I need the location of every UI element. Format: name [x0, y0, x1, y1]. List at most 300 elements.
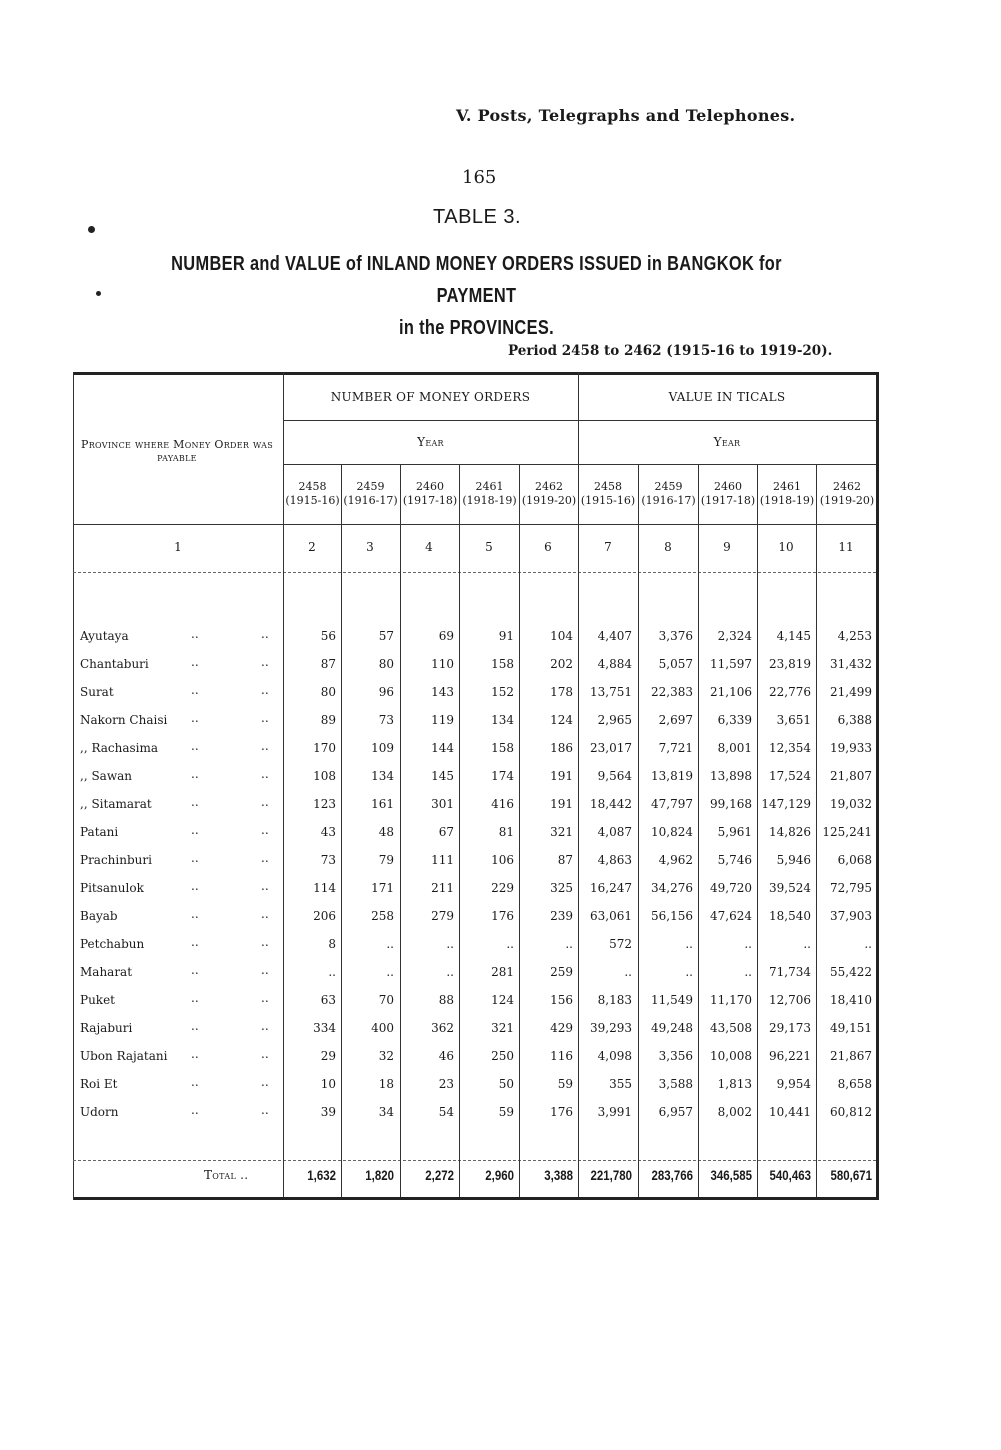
table-cell: 11,597 [710, 657, 752, 671]
table-cell: 124 [491, 993, 514, 1007]
table-cell: 124 [550, 713, 573, 727]
bullet-mark [88, 226, 95, 233]
table-cell: 96 [378, 685, 394, 699]
table-cell: 43 [320, 825, 336, 839]
page-number: 165 [462, 167, 497, 188]
leader-dots: .. [191, 1019, 199, 1033]
table-cell: 63 [320, 993, 336, 1007]
year-ad: (1919-20) [521, 494, 577, 507]
year-ad: (1918-19) [462, 494, 517, 507]
table-cell: 147,129 [761, 797, 811, 811]
leader-dots: .. [261, 879, 269, 893]
province-name: Rajaburi [80, 1021, 133, 1035]
province-name: Surat [80, 685, 114, 699]
table-cell: 80 [320, 685, 336, 699]
table-cell: 3,651 [776, 713, 811, 727]
leader-dots: .. [191, 683, 199, 697]
table-cell: 191 [550, 797, 573, 811]
table-cell: 9,954 [776, 1077, 811, 1091]
table-cell: 7,721 [658, 741, 693, 755]
table-cell: 4,253 [837, 629, 872, 643]
leader-dots: .. [191, 1075, 199, 1089]
table-cell: 72,795 [830, 881, 872, 895]
column-number: 3 [366, 540, 374, 554]
table-cell: 67 [438, 825, 454, 839]
year-be: 2460 [416, 480, 444, 493]
total-cell: 2,272 [425, 1168, 454, 1183]
table-cell: 10,008 [710, 1049, 752, 1063]
table-title-line-2: in the PROVINCES. [398, 317, 555, 339]
table-cell: 31,432 [830, 657, 872, 671]
table-cell: 429 [550, 1021, 573, 1035]
table-cell: 19,032 [830, 797, 872, 811]
province-name: Bayab [80, 909, 118, 923]
table-cell: 10,441 [769, 1105, 811, 1119]
table-cell: 171 [371, 881, 394, 895]
table-title [146, 248, 806, 344]
table-cell: 176 [550, 1105, 573, 1119]
table-cell: 170 [313, 741, 336, 755]
province-name: Nakorn Chaisi [80, 713, 168, 727]
table-cell: 110 [431, 657, 454, 671]
table-cell: 16,247 [590, 881, 632, 895]
table-cell: 4,863 [597, 853, 632, 867]
year-ad: (1916-17) [343, 494, 398, 507]
year-header [400, 480, 460, 508]
table-cell: .. [803, 937, 811, 951]
section-title: V. Posts, Telegraphs and Telephones. [456, 106, 796, 125]
column-number: 8 [664, 540, 672, 554]
leader-dots: .. [191, 627, 199, 641]
leader-dots: .. [261, 991, 269, 1005]
total-row [73, 1166, 879, 1192]
table-cell: .. [744, 965, 752, 979]
column-number: 1 [174, 540, 182, 554]
table-cell: 70 [378, 993, 394, 1007]
table-row [73, 680, 879, 706]
table-cell: 13,751 [590, 685, 632, 699]
year-ad: (1917-18) [700, 494, 756, 507]
table-cell: 29,173 [769, 1021, 811, 1035]
table-cell: 109 [371, 741, 394, 755]
table-cell: 19,933 [830, 741, 872, 755]
table-cell: 88 [438, 993, 454, 1007]
leader-dots: .. [191, 1047, 199, 1061]
table-cell: .. [386, 937, 394, 951]
table-cell: 56,156 [651, 909, 693, 923]
table-cell: 18,410 [830, 993, 872, 1007]
table-cell: 23,819 [769, 657, 811, 671]
table-cell: 8,002 [717, 1105, 752, 1119]
table-cell: 47,624 [710, 909, 752, 923]
column-number: 2 [308, 540, 316, 554]
leader-dots: .. [261, 907, 269, 921]
table-cell: 114 [313, 881, 336, 895]
table-cell: 87 [557, 853, 573, 867]
table-cell: 229 [491, 881, 514, 895]
leader-dots: .. [261, 1047, 269, 1061]
total-cell: 540,463 [769, 1168, 811, 1183]
province-column-header: Province where Money Order was payable [81, 438, 273, 464]
table-cell: 186 [550, 741, 573, 755]
table-cell: 3,588 [658, 1077, 693, 1091]
table-row [73, 820, 879, 846]
table-cell: 29 [320, 1049, 336, 1063]
total-cell: 1,632 [307, 1168, 336, 1183]
table-cell: 321 [491, 1021, 514, 1035]
table-cell: 21,106 [710, 685, 752, 699]
table-cell: 89 [320, 713, 336, 727]
table-row [73, 960, 879, 986]
table-cell: 281 [491, 965, 514, 979]
leader-dots: .. [191, 935, 199, 949]
table-cell: 301 [431, 797, 454, 811]
table-cell: 116 [550, 1049, 573, 1063]
table-cell: 6,388 [837, 713, 872, 727]
year-be: 2462 [833, 480, 861, 493]
table-cell: 21,867 [830, 1049, 872, 1063]
table-cell: 174 [491, 769, 514, 783]
table-cell: 158 [491, 657, 514, 671]
province-name: Patani [80, 825, 119, 839]
leader-dots: .. [191, 767, 199, 781]
province-name: ,, Rachasima [80, 741, 159, 755]
table-cell: .. [328, 965, 336, 979]
leader-dots: .. [261, 739, 269, 753]
leader-dots: .. [191, 795, 199, 809]
table-cell: 4,087 [597, 825, 632, 839]
table-cell: 59 [557, 1077, 573, 1091]
table-cell: 39,524 [769, 881, 811, 895]
table-cell: 60,812 [830, 1105, 872, 1119]
table-cell: 325 [550, 881, 573, 895]
leader-dots: .. [191, 879, 199, 893]
table-cell: .. [386, 965, 394, 979]
table-cell: 123 [313, 797, 336, 811]
table-cell: 8,001 [717, 741, 752, 755]
total-cell: 283,766 [651, 1168, 693, 1183]
leader-dots: .. [191, 1103, 199, 1117]
year-ad: (1917-18) [402, 494, 458, 507]
table-cell: 3,356 [658, 1049, 693, 1063]
column-number: 9 [723, 540, 731, 554]
year-be: 2459 [356, 480, 385, 493]
table-cell: 416 [491, 797, 514, 811]
table-cell: 17,524 [769, 769, 811, 783]
table-cell: 32 [378, 1049, 394, 1063]
table-cell: 111 [431, 853, 454, 867]
table-cell: 55,422 [830, 965, 872, 979]
year-header [519, 480, 579, 508]
table-cell: 18 [378, 1077, 394, 1091]
year-label-value: Year [713, 435, 741, 449]
year-be: 2461 [475, 480, 504, 493]
table-cell: 12,354 [769, 741, 811, 755]
group-header-number: NUMBER OF MONEY ORDERS [330, 390, 531, 404]
rule-under-groups [283, 420, 876, 421]
table-cell: 134 [371, 769, 394, 783]
table-cell: 106 [491, 853, 514, 867]
table-cell: 4,145 [776, 629, 811, 643]
table-cell: .. [685, 965, 693, 979]
table-cell: 321 [550, 825, 573, 839]
table-cell: 2,965 [597, 713, 632, 727]
province-name: Puket [80, 993, 115, 1007]
table-cell: 10,824 [651, 825, 693, 839]
column-number: 4 [425, 540, 433, 554]
year-header [459, 480, 520, 508]
table-cell: .. [685, 937, 693, 951]
table-cell: 6,957 [658, 1105, 693, 1119]
table-row [73, 904, 879, 930]
table-cell: 2,697 [658, 713, 693, 727]
leader-dots: .. [191, 739, 199, 753]
table-cell: .. [446, 937, 454, 951]
province-name: ,, Sawan [80, 769, 132, 783]
table-cell: 4,098 [597, 1049, 632, 1063]
year-be: 2458 [594, 480, 622, 493]
total-cell: 580,671 [830, 1168, 872, 1183]
table-cell: 59 [498, 1105, 514, 1119]
table-row [73, 708, 879, 734]
total-cell: 221,780 [590, 1168, 632, 1183]
total-cell: 346,585 [710, 1168, 752, 1183]
rule-above-total [73, 1160, 876, 1161]
table-cell: 202 [550, 657, 573, 671]
total-cell: 1,820 [365, 1168, 394, 1183]
table-row [73, 988, 879, 1014]
year-header [638, 480, 699, 508]
table-cell: 18,540 [769, 909, 811, 923]
bullet-mark [96, 291, 101, 296]
rule-under-headers [73, 524, 876, 525]
table-cell: 22,776 [769, 685, 811, 699]
year-ad: (1915-16) [580, 494, 636, 507]
money-orders-table [73, 372, 879, 1200]
table-cell: 73 [378, 713, 394, 727]
table-cell: 22,383 [651, 685, 693, 699]
table-cell: 91 [498, 629, 514, 643]
leader-dots: .. [261, 935, 269, 949]
rule-under-col-numbers [73, 572, 876, 573]
table-row [73, 624, 879, 650]
table-cell: 11,549 [651, 993, 693, 1007]
leader-dots: .. [191, 907, 199, 921]
leader-dots: .. [191, 711, 199, 725]
leader-dots: .. [191, 823, 199, 837]
table-cell: 73 [320, 853, 336, 867]
table-cell: 1,813 [717, 1077, 752, 1091]
leader-dots: .. [261, 1103, 269, 1117]
table-cell: 400 [371, 1021, 394, 1035]
column-number: 11 [838, 540, 854, 554]
table-row [73, 932, 879, 958]
table-cell: 178 [550, 685, 573, 699]
table-cell: 11,170 [710, 993, 752, 1007]
table-cell: 80 [378, 657, 394, 671]
leader-dots: .. [261, 767, 269, 781]
period-caption: Period 2458 to 2462 (1915-16 to 1919-20). [508, 343, 833, 359]
table-row [73, 876, 879, 902]
province-name: Ubon Rajatani [80, 1049, 168, 1063]
table-cell: 87 [320, 657, 336, 671]
table-cell: 362 [431, 1021, 454, 1035]
year-be: 2458 [298, 480, 327, 493]
table-cell: 134 [491, 713, 514, 727]
table-cell: 119 [431, 713, 454, 727]
leader-dots: .. [261, 851, 269, 865]
leader-dots: .. [261, 655, 269, 669]
leader-dots: .. [261, 1019, 269, 1033]
table-row [73, 1044, 879, 1070]
table-cell: .. [565, 937, 573, 951]
table-title-line-1: NUMBER and VALUE of INLAND MONEY ORDERS ISSUED in BANGKOK for PAYMENT [171, 253, 782, 307]
table-cell: 104 [550, 629, 573, 643]
year-header [816, 480, 878, 508]
table-row [73, 1072, 879, 1098]
table-cell: 145 [431, 769, 454, 783]
year-be: 2462 [535, 480, 563, 493]
table-cell: 8,183 [597, 993, 632, 1007]
table-cell: 258 [371, 909, 394, 923]
province-name: Roi Et [80, 1077, 118, 1091]
table-cell: 49,720 [710, 881, 752, 895]
table-cell: 279 [431, 909, 454, 923]
table-cell: 48 [378, 825, 394, 839]
leader-dots: .. [261, 683, 269, 697]
table-cell: 176 [491, 909, 514, 923]
table-top-border [73, 372, 879, 375]
table-cell: 355 [609, 1077, 632, 1091]
table-cell: .. [744, 937, 752, 951]
table-cell: 250 [491, 1049, 514, 1063]
table-row [73, 764, 879, 790]
table-cell: 4,884 [597, 657, 632, 671]
table-cell: 9,564 [597, 769, 632, 783]
table-cell: 108 [313, 769, 336, 783]
leader-dots: .. [261, 823, 269, 837]
table-cell: 47,797 [651, 797, 693, 811]
table-cell: 2,324 [717, 629, 752, 643]
leader-dots: .. [261, 711, 269, 725]
year-label-number: Year [417, 435, 444, 449]
year-ad: (1919-20) [819, 494, 875, 507]
table-cell: 10 [320, 1077, 336, 1091]
table-cell: 69 [438, 629, 454, 643]
year-header [283, 480, 342, 508]
table-row [73, 792, 879, 818]
table-cell: 156 [550, 993, 573, 1007]
table-cell: 49,248 [651, 1021, 693, 1035]
table-row [73, 736, 879, 762]
table-cell: 334 [313, 1021, 336, 1035]
table-cell: 34 [378, 1105, 394, 1119]
table-cell: 13,819 [651, 769, 693, 783]
table-cell: 12,706 [769, 993, 811, 1007]
table-cell: 259 [550, 965, 573, 979]
leader-dots: .. [261, 1075, 269, 1089]
table-row [73, 848, 879, 874]
table-cell: 13,898 [710, 769, 752, 783]
table-cell: 57 [378, 629, 394, 643]
province-name: Pitsanulok [80, 881, 144, 895]
table-cell: .. [506, 937, 514, 951]
province-name: Maharat [80, 965, 133, 979]
table-cell: 46 [438, 1049, 454, 1063]
table-cell: 3,991 [597, 1105, 632, 1119]
table-cell: 71,734 [769, 965, 811, 979]
table-bottom-border [73, 1197, 879, 1200]
group-header-value: VALUE IN TICALS [668, 390, 786, 404]
table-cell: 5,746 [717, 853, 752, 867]
table-row [73, 1100, 879, 1126]
province-name: ,, Sitamarat [80, 797, 152, 811]
table-cell: 211 [431, 881, 454, 895]
table-cell: 206 [313, 909, 336, 923]
table-cell: 161 [371, 797, 394, 811]
table-cell: 4,407 [597, 629, 632, 643]
leader-dots: .. [191, 963, 199, 977]
year-header [578, 480, 638, 508]
table-cell: 14,826 [769, 825, 811, 839]
year-header [341, 480, 400, 508]
column-number: 10 [778, 540, 794, 554]
table-cell: 56 [320, 629, 336, 643]
column-number: 6 [544, 540, 552, 554]
table-cell: 158 [491, 741, 514, 755]
table-cell: 34,276 [651, 881, 693, 895]
column-number: 7 [604, 540, 612, 554]
leader-dots: .. [261, 795, 269, 809]
leader-dots: .. [191, 851, 199, 865]
table-cell: 3,376 [658, 629, 693, 643]
leader-dots: .. [261, 627, 269, 641]
year-header [698, 480, 758, 508]
table-cell: 79 [378, 853, 394, 867]
table-cell: 50 [498, 1077, 514, 1091]
year-ad: (1916-17) [641, 494, 696, 507]
table-cell: .. [446, 965, 454, 979]
province-name: Prachinburi [80, 853, 152, 867]
total-label: Total .. [204, 1168, 249, 1182]
table-cell: 63,061 [590, 909, 632, 923]
table-cell: 572 [609, 937, 632, 951]
table-cell: 143 [431, 685, 454, 699]
year-header [757, 480, 817, 508]
province-name: Udorn [80, 1105, 119, 1119]
column-number: 5 [485, 540, 493, 554]
year-be: 2461 [773, 480, 801, 493]
year-be: 2459 [654, 480, 683, 493]
table-cell: 125,241 [822, 825, 872, 839]
province-name: Ayutaya [80, 629, 129, 643]
year-ad: (1915-16) [285, 494, 340, 507]
table-cell: 8,658 [837, 1077, 872, 1091]
table-cell: 43,508 [710, 1021, 752, 1035]
province-name: Petchabun [80, 937, 145, 951]
total-cell: 3,388 [544, 1168, 573, 1183]
table-cell: 4,962 [658, 853, 693, 867]
table-cell: 18,442 [590, 797, 632, 811]
leader-dots: .. [191, 991, 199, 1005]
table-row [73, 1016, 879, 1042]
table-cell: 6,339 [717, 713, 752, 727]
total-cell: 2,960 [485, 1168, 514, 1183]
table-cell: 21,499 [830, 685, 872, 699]
table-cell: 81 [498, 825, 514, 839]
table-label: TABLE 3. [433, 206, 522, 228]
table-cell: .. [864, 937, 872, 951]
